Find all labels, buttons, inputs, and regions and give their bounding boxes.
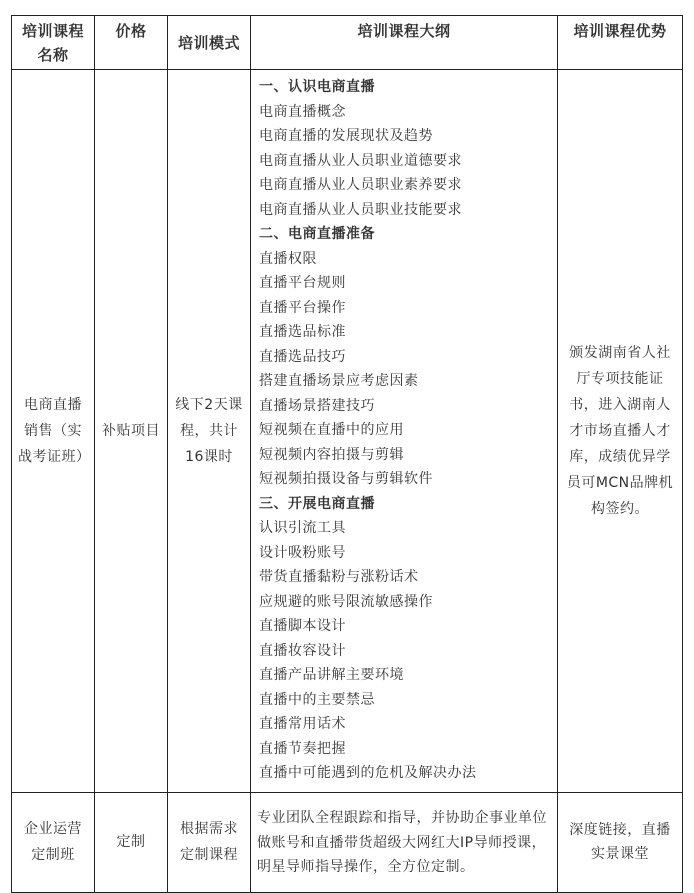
outline-item: 直播权限 [259,250,317,267]
course-name-cell: 电商直播销售（实战考证班） [12,70,95,793]
outline-item: 直播脚本设计 [259,618,346,634]
outline-item: 电商直播从业人员职业道德要求 [259,152,462,169]
outline-item: 设计吸粉账号 [259,544,346,561]
outline-section-heading: 三、开展电商直播 [259,495,375,512]
outline-cell: 专业团队全程跟踪和指导，并协助企事业单位做账号和直播带货超级大网红大IP导师授课，明星导师指导操作，全方位定制。 [251,792,558,892]
outline-section-heading: 二、电商直播准备 [259,226,375,242]
mode-cell: 线下2天课程，共计16课时 [168,70,251,793]
outline-item: 直播中的主要禁忌 [259,691,375,708]
outline-item: 搭建直播场景应考虑因素 [259,373,419,389]
header-outline: 培训课程大纲 [251,16,558,70]
table-row [12,792,683,892]
outline-item: 直播常用话术 [259,716,346,732]
outline-item: 直播产品讲解主要环境 [259,667,404,683]
outline-item: 短视频拍摄设备与剪辑软件 [259,471,433,487]
mode-cell: 根据需求定制课程 [168,792,251,892]
header-mode: 培训模式 [168,16,251,70]
header-price: 价格 [95,16,168,70]
outline-item: 直播平台规则 [259,275,346,291]
outline-item: 短视频在直播中的应用 [259,422,404,438]
table-row [12,70,683,793]
outline-item: 直播平台操作 [259,299,346,316]
outline-item: 直播选品标准 [259,324,346,340]
outline-item: 带货直播黏粉与涨粉话术 [259,569,419,585]
outline-item: 应规避的账号限流敏感操作 [259,593,433,610]
outline-item: 电商直播概念 [259,103,346,120]
outline-item: 直播选品技巧 [259,348,346,365]
course-name-cell: 企业运营定制班 [12,792,95,892]
advantage-cell: 深度链接，直播实景课堂 [558,792,683,892]
outline-item: 直播中可能遇到的危机及解决办法 [259,765,477,781]
outline-item: 直播妆容设计 [259,642,346,659]
header-advantage: 培训课程优势 [558,16,683,70]
outline-item: 短视频内容拍摄与剪辑 [259,446,404,463]
outline-item: 电商直播从业人员职业素养要求 [259,177,462,193]
outline-item: 直播节奏把握 [259,740,346,757]
price-cell: 补贴项目 [95,70,168,793]
price-cell: 定制 [95,792,168,892]
header-row [12,16,683,70]
outline-item: 电商直播从业人员职业技能要求 [259,201,462,218]
outline-item: 电商直播的发展现状及趋势 [259,128,433,144]
header-course-name: 培训课程名称 [12,16,95,70]
outline-item: 直播场景搭建技巧 [259,397,375,414]
outline-cell [251,70,558,793]
outline-section-heading: 一、认识电商直播 [259,79,375,95]
course-table [11,15,683,893]
outline-item: 认识引流工具 [259,520,346,536]
advantage-cell: 颁发湖南省人社厅专项技能证书，进入湖南人才市场直播人才库，成绩优异学员可MCN品牌机构签约。 [558,70,683,793]
